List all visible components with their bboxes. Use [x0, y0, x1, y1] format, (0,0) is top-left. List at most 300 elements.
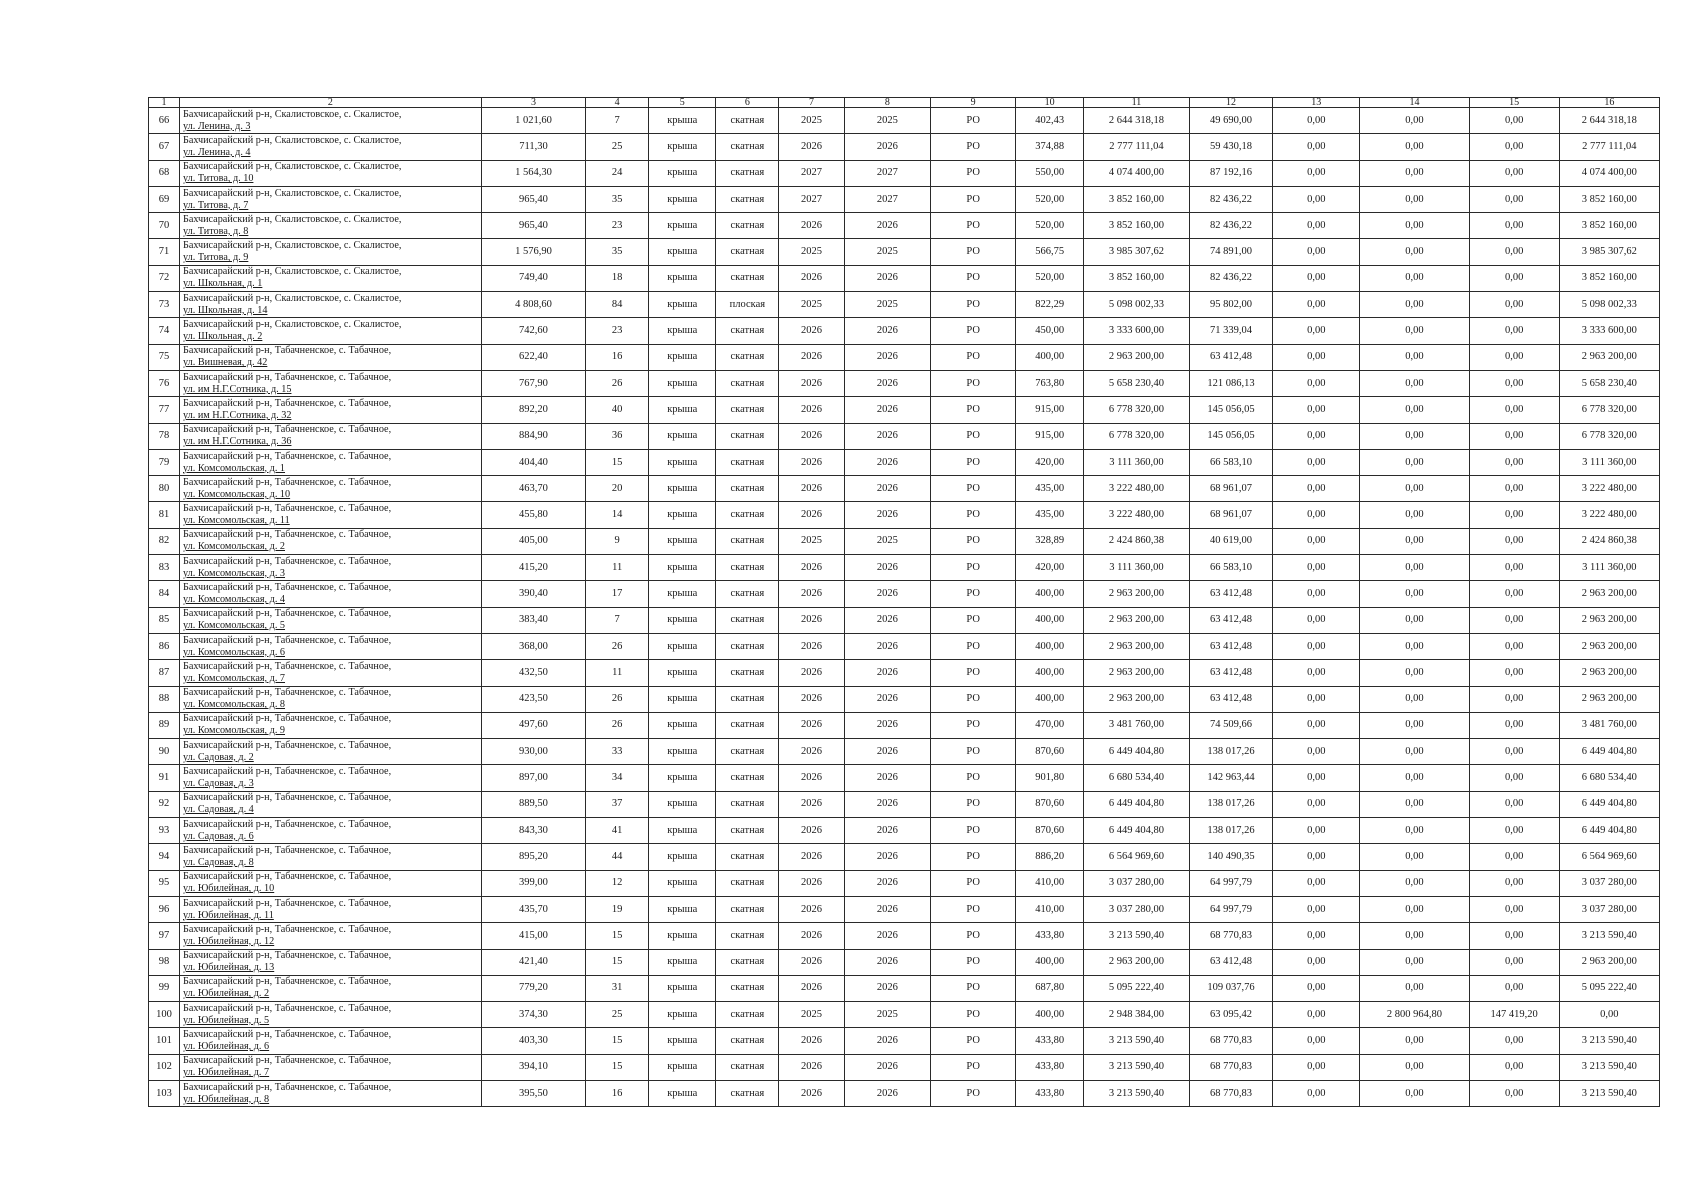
address-cell: [180, 213, 482, 239]
cell-col-11: 3 852 160,00: [1084, 265, 1189, 291]
address-line-2: ул. Юбилейная, д. 5: [183, 1014, 270, 1026]
cell-col-14: 0,00: [1360, 975, 1470, 1001]
cell-col-10: 400,00: [1016, 633, 1084, 659]
cell-col-8: 2027: [844, 160, 931, 186]
address-cell: [180, 739, 482, 765]
cell-col-9: РО: [931, 528, 1016, 554]
cell-col-16: 3 213 590,40: [1559, 923, 1659, 949]
cell-col-13: 0,00: [1273, 660, 1360, 686]
cell-col-16: 2 963 200,00: [1559, 686, 1659, 712]
address-line-2: ул. Комсомольская, д. 11: [183, 515, 290, 527]
cell-col-6: скатная: [716, 528, 779, 554]
cell-col-6: скатная: [716, 923, 779, 949]
cell-col-14: 0,00: [1360, 292, 1470, 318]
cell-col-3: 889,50: [481, 791, 585, 817]
cell-col-3: 432,50: [481, 660, 585, 686]
cell-col-7: 2026: [779, 870, 844, 896]
row-number: 75: [149, 344, 180, 370]
table-row: [149, 449, 1660, 475]
address-line-1: Бахчисарайский р-н, Скалистовское, с. Скалистое,: [183, 240, 402, 252]
cell-col-13: 0,00: [1273, 791, 1360, 817]
cell-col-3: 895,20: [481, 844, 585, 870]
cell-col-8: 2026: [844, 896, 931, 922]
cell-col-13: 0,00: [1273, 712, 1360, 738]
cell-col-3: 421,40: [481, 949, 585, 975]
row-number: 71: [149, 239, 180, 265]
cell-col-5: крыша: [649, 660, 716, 686]
address-line-2: ул. Юбилейная, д. 6: [183, 1041, 270, 1053]
cell-col-11: 6 564 969,60: [1084, 844, 1189, 870]
cell-col-16: 6 449 404,80: [1559, 791, 1659, 817]
cell-col-9: РО: [931, 870, 1016, 896]
cell-col-3: 779,20: [481, 975, 585, 1001]
cell-col-15: 0,00: [1469, 581, 1559, 607]
cell-col-11: 6 449 404,80: [1084, 818, 1189, 844]
address-cell: [180, 923, 482, 949]
address-cell: [180, 581, 482, 607]
row-number: 102: [149, 1054, 180, 1080]
cell-col-3: 749,40: [481, 265, 585, 291]
address-line-2: ул. Юбилейная, д. 2: [183, 988, 270, 1000]
cell-col-5: крыша: [649, 555, 716, 581]
cell-col-9: РО: [931, 1028, 1016, 1054]
column-header-5: 5: [649, 98, 716, 108]
cell-col-10: 328,89: [1016, 528, 1084, 554]
cell-col-3: 965,40: [481, 186, 585, 212]
cell-col-8: 2026: [844, 476, 931, 502]
cell-col-3: 415,00: [481, 923, 585, 949]
cell-col-3: 711,30: [481, 134, 585, 160]
cell-col-9: РО: [931, 949, 1016, 975]
address-cell: [180, 528, 482, 554]
cell-col-13: 0,00: [1273, 870, 1360, 896]
cell-col-10: 520,00: [1016, 265, 1084, 291]
cell-col-10: 870,60: [1016, 791, 1084, 817]
cell-col-4: 16: [586, 344, 649, 370]
cell-col-15: 0,00: [1469, 870, 1559, 896]
address-line-2: ул. Юбилейная, д. 12: [183, 935, 275, 947]
address-line-1: Бахчисарайский р-н, Табачненское, с. Табачное,: [183, 923, 392, 935]
cell-col-9: РО: [931, 502, 1016, 528]
cell-col-16: 3 852 160,00: [1559, 213, 1659, 239]
cell-col-6: скатная: [716, 791, 779, 817]
row-number: 95: [149, 870, 180, 896]
cell-col-10: 435,00: [1016, 476, 1084, 502]
address-line-1: Бахчисарайский р-н, Табачненское, с. Табачное,: [183, 950, 392, 962]
address-cell: [180, 1028, 482, 1054]
address-line-1: Бахчисарайский р-н, Табачненское, с. Табачное,: [183, 739, 392, 751]
cell-col-8: 2025: [844, 239, 931, 265]
cell-col-7: 2026: [779, 975, 844, 1001]
cell-col-16: 2 963 200,00: [1559, 949, 1659, 975]
cell-col-5: крыша: [649, 923, 716, 949]
cell-col-12: 109 037,76: [1189, 975, 1273, 1001]
cell-col-15: 0,00: [1469, 975, 1559, 1001]
row-number: 72: [149, 265, 180, 291]
cell-col-13: 0,00: [1273, 1002, 1360, 1028]
address-line-2: ул. Комсомольская, д. 8: [183, 699, 286, 711]
cell-col-15: 0,00: [1469, 607, 1559, 633]
cell-col-8: 2026: [844, 134, 931, 160]
address-cell: [180, 712, 482, 738]
cell-col-6: скатная: [716, 502, 779, 528]
cell-col-12: 66 583,10: [1189, 449, 1273, 475]
cell-col-16: 6 564 969,60: [1559, 844, 1659, 870]
cell-col-14: 0,00: [1360, 607, 1470, 633]
row-number: 82: [149, 528, 180, 554]
cell-col-5: крыша: [649, 975, 716, 1001]
column-header-15: 15: [1469, 98, 1559, 108]
address-cell: [180, 160, 482, 186]
table-row: [149, 213, 1660, 239]
cell-col-9: РО: [931, 607, 1016, 633]
cell-col-15: 0,00: [1469, 791, 1559, 817]
cell-col-15: 0,00: [1469, 896, 1559, 922]
cell-col-11: 3 333 600,00: [1084, 318, 1189, 344]
address-cell: [180, 186, 482, 212]
cell-col-10: 400,00: [1016, 949, 1084, 975]
address-line-1: Бахчисарайский р-н, Скалистовское, с. Скалистое,: [183, 213, 402, 225]
cell-col-12: 74 509,66: [1189, 712, 1273, 738]
table-row: [149, 660, 1660, 686]
cell-col-13: 0,00: [1273, 134, 1360, 160]
cell-col-9: РО: [931, 1054, 1016, 1080]
address-line-1: Бахчисарайский р-н, Табачненское, с. Табачное,: [183, 608, 392, 620]
cell-col-5: крыша: [649, 186, 716, 212]
cell-col-16: 6 449 404,80: [1559, 739, 1659, 765]
cell-col-3: 463,70: [481, 476, 585, 502]
cell-col-10: 435,00: [1016, 502, 1084, 528]
address-cell: [180, 370, 482, 396]
cell-col-11: 5 095 222,40: [1084, 975, 1189, 1001]
cell-col-8: 2026: [844, 844, 931, 870]
cell-col-11: 2 963 200,00: [1084, 607, 1189, 633]
cell-col-6: скатная: [716, 108, 779, 134]
cell-col-16: 3 213 590,40: [1559, 1028, 1659, 1054]
address-line-1: Бахчисарайский р-н, Табачненское, с. Табачное,: [183, 897, 392, 909]
cell-col-12: 145 056,05: [1189, 397, 1273, 423]
cell-col-9: РО: [931, 791, 1016, 817]
cell-col-5: крыша: [649, 1002, 716, 1028]
cell-col-10: 870,60: [1016, 739, 1084, 765]
address-cell: [180, 633, 482, 659]
address-cell: [180, 791, 482, 817]
cell-col-6: скатная: [716, 975, 779, 1001]
cell-col-4: 7: [586, 607, 649, 633]
cell-col-3: 1 564,30: [481, 160, 585, 186]
cell-col-4: 25: [586, 134, 649, 160]
cell-col-4: 84: [586, 292, 649, 318]
cell-col-11: 2 644 318,18: [1084, 108, 1189, 134]
address-cell: [180, 108, 482, 134]
cell-col-5: крыша: [649, 528, 716, 554]
cell-col-11: 3 985 307,62: [1084, 239, 1189, 265]
cell-col-13: 0,00: [1273, 318, 1360, 344]
table-row: [149, 370, 1660, 396]
address-line-1: Бахчисарайский р-н, Скалистовское, с. Скалистое,: [183, 187, 402, 199]
row-number: 91: [149, 765, 180, 791]
table-row: [149, 844, 1660, 870]
cell-col-5: крыша: [649, 476, 716, 502]
cell-col-6: скатная: [716, 949, 779, 975]
table-row: [149, 292, 1660, 318]
address-line-2: ул. Ленина, д. 4: [183, 146, 251, 158]
row-number: 83: [149, 555, 180, 581]
cell-col-7: 2026: [779, 397, 844, 423]
cell-col-13: 0,00: [1273, 476, 1360, 502]
cell-col-10: 420,00: [1016, 555, 1084, 581]
address-line-1: Бахчисарайский р-н, Скалистовское, с. Скалистое,: [183, 292, 402, 304]
cell-col-4: 11: [586, 660, 649, 686]
column-header-7: 7: [779, 98, 844, 108]
cell-col-14: 0,00: [1360, 712, 1470, 738]
cell-col-13: 0,00: [1273, 239, 1360, 265]
cell-col-12: 82 436,22: [1189, 213, 1273, 239]
address-cell: [180, 449, 482, 475]
table-row: [149, 1028, 1660, 1054]
cell-col-5: крыша: [649, 739, 716, 765]
cell-col-14: 0,00: [1360, 686, 1470, 712]
cell-col-13: 0,00: [1273, 160, 1360, 186]
cell-col-5: крыша: [649, 318, 716, 344]
cell-col-5: крыша: [649, 160, 716, 186]
cell-col-13: 0,00: [1273, 528, 1360, 554]
cell-col-12: 121 086,13: [1189, 370, 1273, 396]
cell-col-13: 0,00: [1273, 686, 1360, 712]
cell-col-7: 2026: [779, 134, 844, 160]
cell-col-8: 2026: [844, 397, 931, 423]
cell-col-5: крыша: [649, 397, 716, 423]
cell-col-4: 15: [586, 449, 649, 475]
address-cell: [180, 1080, 482, 1106]
cell-col-10: 763,80: [1016, 370, 1084, 396]
cell-col-15: 0,00: [1469, 712, 1559, 738]
cell-col-8: 2026: [844, 555, 931, 581]
cell-col-6: скатная: [716, 712, 779, 738]
row-number: 92: [149, 791, 180, 817]
table-row: [149, 949, 1660, 975]
document-page: [148, 97, 1660, 1107]
table-row: [149, 555, 1660, 581]
cell-col-9: РО: [931, 896, 1016, 922]
cell-col-8: 2026: [844, 975, 931, 1001]
table-row: [149, 1054, 1660, 1080]
cell-col-13: 0,00: [1273, 896, 1360, 922]
cell-col-9: РО: [931, 818, 1016, 844]
cell-col-6: скатная: [716, 581, 779, 607]
cell-col-3: 390,40: [481, 581, 585, 607]
cell-col-7: 2026: [779, 712, 844, 738]
address-line-2: ул. Садовая, д. 2: [183, 751, 254, 763]
cell-col-9: РО: [931, 555, 1016, 581]
cell-col-4: 35: [586, 186, 649, 212]
cell-col-3: 742,60: [481, 318, 585, 344]
table-row: [149, 686, 1660, 712]
cell-col-5: крыша: [649, 449, 716, 475]
table-row: [149, 239, 1660, 265]
address-line-2: ул. Комсомольская, д. 2: [183, 541, 286, 553]
cell-col-3: 930,00: [481, 739, 585, 765]
address-line-2: ул. Комсомольская, д. 6: [183, 646, 286, 658]
cell-col-16: 4 074 400,00: [1559, 160, 1659, 186]
column-header-3: 3: [481, 98, 585, 108]
cell-col-4: 44: [586, 844, 649, 870]
cell-col-10: 400,00: [1016, 344, 1084, 370]
cell-col-7: 2026: [779, 1028, 844, 1054]
address-line-2: ул. Титова, д. 8: [183, 225, 249, 237]
cell-col-9: РО: [931, 160, 1016, 186]
address-line-1: Бахчисарайский р-н, Табачненское, с. Табачное,: [183, 371, 392, 383]
cell-col-3: 4 808,60: [481, 292, 585, 318]
cell-col-5: крыша: [649, 581, 716, 607]
cell-col-10: 433,80: [1016, 1028, 1084, 1054]
cell-col-16: 6 680 534,40: [1559, 765, 1659, 791]
cell-col-3: 622,40: [481, 344, 585, 370]
cell-col-10: 520,00: [1016, 213, 1084, 239]
cell-col-14: 0,00: [1360, 239, 1470, 265]
cell-col-6: скатная: [716, 896, 779, 922]
cell-col-9: РО: [931, 449, 1016, 475]
cell-col-15: 0,00: [1469, 449, 1559, 475]
address-cell: [180, 896, 482, 922]
row-number: 96: [149, 896, 180, 922]
table-row: [149, 818, 1660, 844]
cell-col-6: скатная: [716, 160, 779, 186]
address-line-1: Бахчисарайский р-н, Табачненское, с. Табачное,: [183, 871, 392, 883]
cell-col-15: 0,00: [1469, 765, 1559, 791]
cell-col-4: 15: [586, 949, 649, 975]
cell-col-16: 6 778 320,00: [1559, 423, 1659, 449]
cell-col-5: крыша: [649, 844, 716, 870]
address-line-1: Бахчисарайский р-н, Табачненское, с. Табачное,: [183, 1029, 392, 1041]
address-line-2: ул. Комсомольская, д. 9: [183, 725, 286, 737]
table-row: [149, 739, 1660, 765]
cell-col-8: 2026: [844, 318, 931, 344]
cell-col-3: 395,50: [481, 1080, 585, 1106]
cell-col-13: 0,00: [1273, 370, 1360, 396]
address-cell: [180, 239, 482, 265]
cell-col-14: 0,00: [1360, 160, 1470, 186]
cell-col-12: 63 412,48: [1189, 949, 1273, 975]
cell-col-10: 870,60: [1016, 818, 1084, 844]
row-number: 66: [149, 108, 180, 134]
cell-col-11: 2 777 111,04: [1084, 134, 1189, 160]
cell-col-4: 7: [586, 108, 649, 134]
cell-col-13: 0,00: [1273, 265, 1360, 291]
cell-col-7: 2026: [779, 370, 844, 396]
cell-col-12: 63 412,48: [1189, 344, 1273, 370]
table-row: [149, 344, 1660, 370]
cell-col-7: 2026: [779, 581, 844, 607]
cell-col-11: 2 963 200,00: [1084, 686, 1189, 712]
row-number: 94: [149, 844, 180, 870]
cell-col-14: 0,00: [1360, 1054, 1470, 1080]
column-header-9: 9: [931, 98, 1016, 108]
cell-col-10: 420,00: [1016, 449, 1084, 475]
cell-col-7: 2027: [779, 160, 844, 186]
cell-col-13: 0,00: [1273, 502, 1360, 528]
cell-col-4: 20: [586, 476, 649, 502]
cell-col-16: 3 037 280,00: [1559, 896, 1659, 922]
table-row: [149, 108, 1660, 134]
cell-col-3: 435,70: [481, 896, 585, 922]
cell-col-6: скатная: [716, 1028, 779, 1054]
table-row: [149, 765, 1660, 791]
table-row: [149, 160, 1660, 186]
address-cell: [180, 134, 482, 160]
cell-col-10: 400,00: [1016, 607, 1084, 633]
column-number-header: [149, 98, 1660, 108]
cell-col-5: крыша: [649, 607, 716, 633]
cell-col-12: 74 891,00: [1189, 239, 1273, 265]
cell-col-14: 0,00: [1360, 502, 1470, 528]
cell-col-12: 63 095,42: [1189, 1002, 1273, 1028]
row-number: 103: [149, 1080, 180, 1106]
table-row: [149, 476, 1660, 502]
cell-col-9: РО: [931, 739, 1016, 765]
cell-col-3: 405,00: [481, 528, 585, 554]
cell-col-12: 49 690,00: [1189, 108, 1273, 134]
cell-col-14: 0,00: [1360, 265, 1470, 291]
cell-col-15: 0,00: [1469, 186, 1559, 212]
address-line-1: Бахчисарайский р-н, Скалистовское, с. Скалистое,: [183, 108, 402, 120]
cell-col-3: 415,20: [481, 555, 585, 581]
address-line-2: ул. им Н.Г.Сотника, д. 15: [183, 383, 292, 395]
address-line-1: Бахчисарайский р-н, Табачненское, с. Табачное,: [183, 634, 392, 646]
cell-col-7: 2026: [779, 896, 844, 922]
cell-col-10: 402,43: [1016, 108, 1084, 134]
table-row: [149, 528, 1660, 554]
address-line-2: ул. Садовая, д. 3: [183, 778, 254, 790]
cell-col-15: 0,00: [1469, 633, 1559, 659]
cell-col-4: 17: [586, 581, 649, 607]
cell-col-11: 6 680 534,40: [1084, 765, 1189, 791]
cell-col-16: 2 963 200,00: [1559, 581, 1659, 607]
cell-col-4: 26: [586, 633, 649, 659]
address-cell: [180, 555, 482, 581]
address-cell: [180, 476, 482, 502]
address-line-1: Бахчисарайский р-н, Табачненское, с. Табачное,: [183, 792, 392, 804]
cell-col-8: 2026: [844, 870, 931, 896]
address-cell: [180, 344, 482, 370]
cell-col-5: крыша: [649, 1080, 716, 1106]
address-line-2: ул. Комсомольская, д. 1: [183, 462, 286, 474]
column-header-8: 8: [844, 98, 931, 108]
cell-col-7: 2026: [779, 423, 844, 449]
cell-col-8: 2026: [844, 923, 931, 949]
cell-col-5: крыша: [649, 712, 716, 738]
cell-col-11: 2 963 200,00: [1084, 660, 1189, 686]
cell-col-9: РО: [931, 1002, 1016, 1028]
address-line-2: ул. Юбилейная, д. 10: [183, 883, 275, 895]
cell-col-11: 4 074 400,00: [1084, 160, 1189, 186]
cell-col-9: РО: [931, 265, 1016, 291]
cell-col-15: 0,00: [1469, 739, 1559, 765]
cell-col-7: 2026: [779, 318, 844, 344]
cell-col-9: РО: [931, 660, 1016, 686]
cell-col-11: 2 963 200,00: [1084, 581, 1189, 607]
cell-col-9: РО: [931, 712, 1016, 738]
cell-col-10: 433,80: [1016, 923, 1084, 949]
cell-col-15: 0,00: [1469, 923, 1559, 949]
cell-col-7: 2027: [779, 186, 844, 212]
cell-col-5: крыша: [649, 213, 716, 239]
cell-col-14: 0,00: [1360, 528, 1470, 554]
cell-col-7: 2026: [779, 660, 844, 686]
address-line-2: ул. Комсомольская, д. 3: [183, 567, 286, 579]
cell-col-6: скатная: [716, 1002, 779, 1028]
cell-col-14: 0,00: [1360, 581, 1470, 607]
